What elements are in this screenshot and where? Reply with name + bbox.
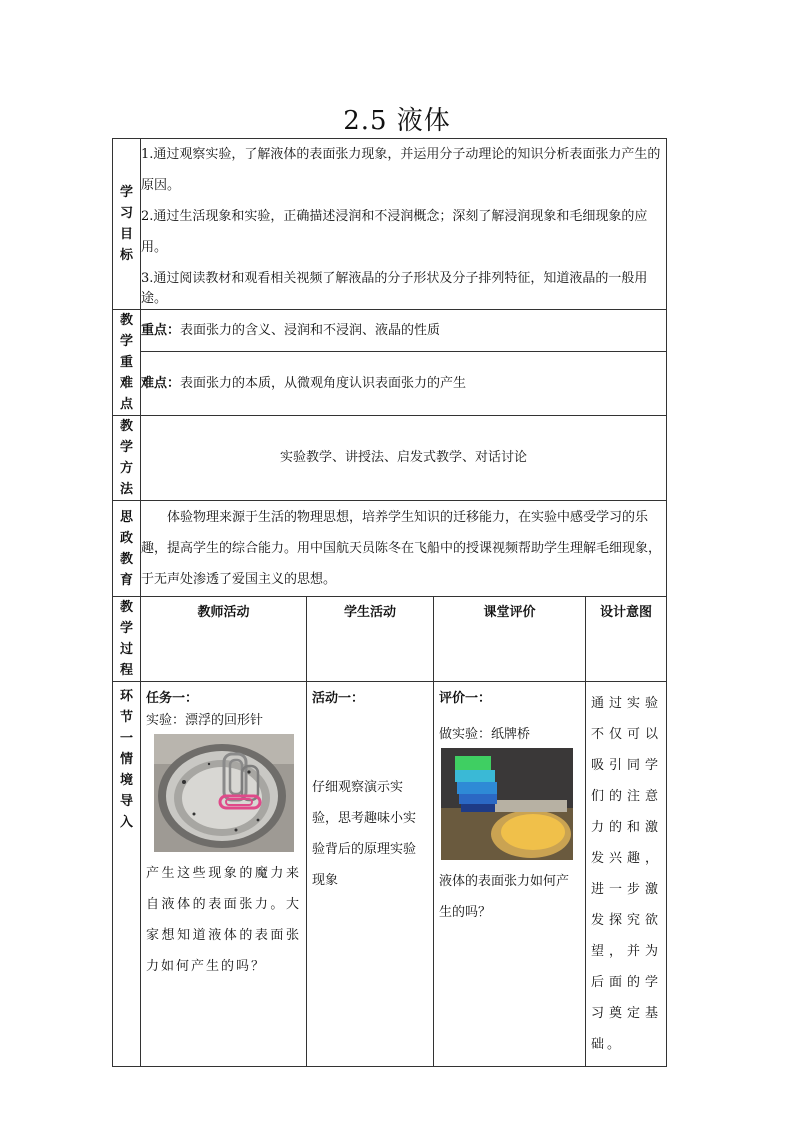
row-difficult-points: [113, 352, 667, 416]
key-point: 重点：表面张力的含义、浸润和不浸润、液晶的性质: [141, 310, 667, 352]
class-evaluation-cell: [434, 682, 586, 1067]
header-design-intent: 设计意图: [586, 597, 667, 682]
page-title: 2.5 液体: [343, 106, 451, 136]
ideology-text: 体验物理来源于生活的物理思想，培养学生知识的迁移能力，在实验中感受学习的乐趣，提高学生的综合能力。用中国航天员陈冬在飞船中的授课视频帮助学生理解毛细现象，于无声处渗透了爱国主义的思想。: [141, 501, 667, 597]
lesson-plan-table: [112, 138, 667, 1067]
evaluation-label: 评价一：: [439, 691, 492, 706]
row-intro-stage: [113, 682, 667, 1067]
label-teaching-process: 教 学 过 程: [113, 597, 141, 682]
difficult-point: 难点：表面张力的本质，从微观角度认识表面张力的产生: [141, 352, 667, 416]
goal-item: 3.通过阅读教材和观看相关视频了解液晶的分子形状及分子排列特征，知道液晶的一般用途。: [141, 271, 648, 306]
design-intent-cell: [586, 682, 667, 1067]
label-learning-goals: 学 习 目 标: [113, 139, 141, 310]
row-teaching-methods: [113, 416, 667, 501]
design-intent-text: 通过实验不仅可以吸引同学们的注意力的和激发兴趣，进一步激发探究欲望，并为后面的学习奠定基础。: [591, 696, 662, 1052]
header-class-evaluation: 课堂评价: [434, 597, 586, 682]
teacher-activity-cell: [141, 682, 307, 1067]
header-teacher-activity: 教师活动: [141, 597, 307, 682]
goal-item: 2.通过生活现象和实验，正确描述浸润和不浸润概念；深刻了解浸润现象和毛细现象的应用。: [141, 209, 648, 255]
evaluation-experiment-title: 做实验：纸牌桥: [439, 727, 531, 742]
label-key-points: 教 学 重 难 点: [113, 310, 141, 416]
label-ideology-education: 思 政 教 育: [113, 501, 141, 597]
paperclip-water-photo: [154, 734, 294, 852]
teacher-experiment-title: 实验：漂浮的回形针: [146, 713, 264, 728]
row-learning-goals: [113, 139, 667, 310]
label-teaching-methods: 教 学 方 法: [113, 416, 141, 501]
label-intro-stage: 环 节 一 情 境 导 入: [113, 682, 141, 1067]
teacher-explanation: 产生这些现象的魔力来自液体的表面张力。大家想知道液体的表面张力如何产生的吗？: [146, 866, 301, 974]
learning-goals-content: [141, 139, 667, 310]
teacher-task-label: 任务一：: [146, 691, 199, 706]
goal-item: 1.通过观察实验，了解液体的表面张力现象，并运用分子动理论的知识分析表面张力产生的原因。: [141, 147, 661, 193]
evaluation-question: 液体的表面张力如何产生的吗？: [439, 874, 570, 920]
student-activity-label: 活动一：: [312, 691, 365, 706]
student-activity-text: 仔细观察演示实验，思考趣味小实验背后的原理实验现象: [312, 780, 417, 888]
student-activity-cell: [307, 682, 434, 1067]
row-ideology-education: [113, 501, 667, 597]
teaching-methods-text: 实验教学、讲授法、启发式教学、对话讨论: [141, 416, 667, 501]
row-key-points: [113, 310, 667, 352]
header-student-activity: 学生活动: [307, 597, 434, 682]
row-process-header: [113, 597, 667, 682]
paper-card-bridge-photo: [441, 748, 573, 860]
